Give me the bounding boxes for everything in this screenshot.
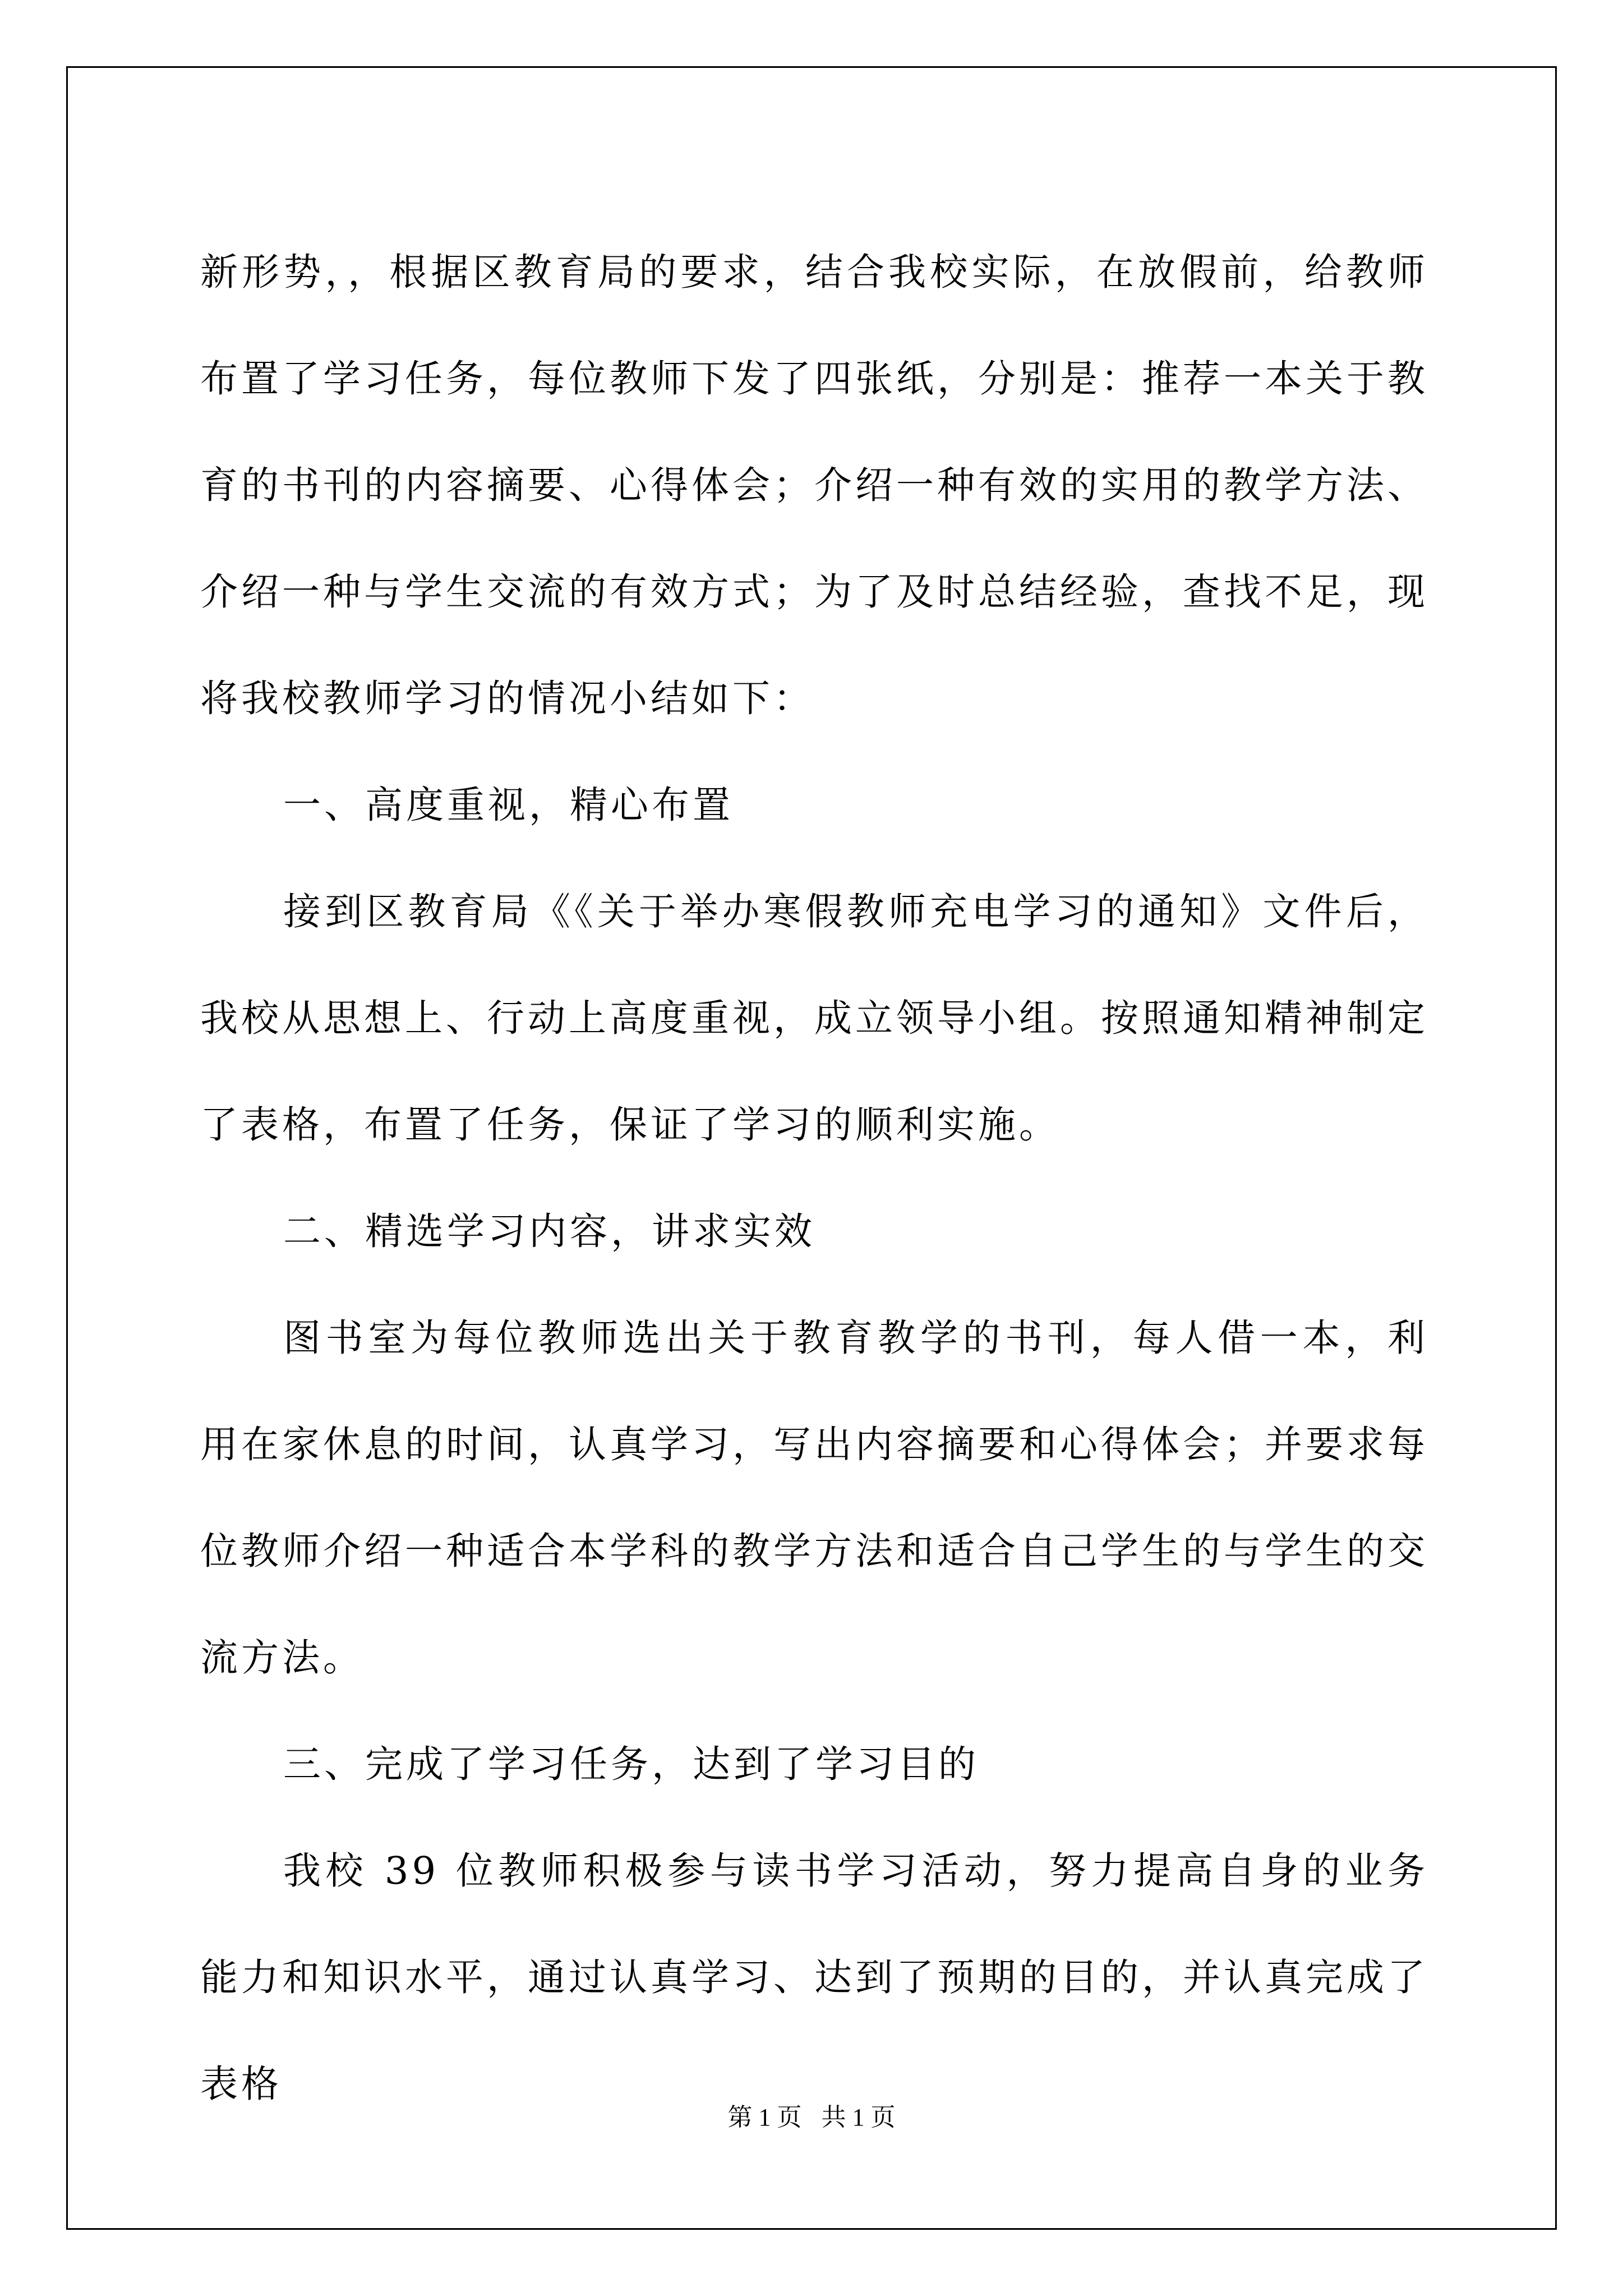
paragraph-section-1: 接到区教育局《《关于举办寒假教师充电学习的通知》文件后，我校从思想上、行动上高度重视，成立领导小组。按照通知精神制定了表格，布置了任务，保证了学习的顺利实施。	[200, 890, 1428, 1147]
heading-section-1: 一、高度重视，精心布置	[283, 783, 734, 827]
paragraph-section-2: 图书室为每位教师选出关于教育教学的书刊，每人借一本，利用在家休息的时间，认真学习，写出内容摘要和心得体会；并要求每位教师介绍一种适合本学科的教学方法和适合自己学生的与学生的交流方法。	[200, 1316, 1428, 1680]
heading-section-2: 二、精选学习内容，讲求实效	[283, 1209, 815, 1253]
paragraph-intro: 新形势，，根据区教育局的要求，结合我校实际，在放假前，给教师布置了学习任务，每位教师下发了四张纸，分别是：推荐一本关于教育的书刊的内容摘要、心得体会；介绍一种有效的实用的教学方法、介绍一种与学生交流的有效方式；为了及时总结经验，查找不足，现将我校教师学习的情况小结如下：	[200, 250, 1428, 720]
page-footer	[0, 2101, 1623, 2134]
paragraph-section-3: 我校 39 位教师积极参与读书学习活动，努力提高自身的业务能力和知识水平，通过认真学习、达到了预期的目的，并认真完成了表格	[200, 1849, 1428, 2106]
heading-section-3: 三、完成了学习任务，达到了学习目的	[283, 1742, 979, 1786]
page-number-current: 第 1 页	[727, 2104, 802, 2131]
page-number-total: 共 1 页	[821, 2104, 896, 2131]
document-body	[200, 219, 1428, 2137]
